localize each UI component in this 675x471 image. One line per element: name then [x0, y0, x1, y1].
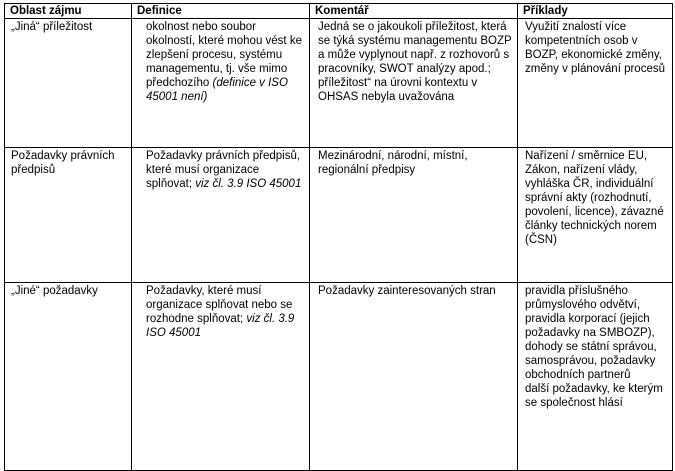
- definition-text: okolnost nebo soubor okolností, které mohou vést ke zlepšení procesu, systému managementu, tj. vše mimo předchozího: [146, 21, 302, 89]
- cell-definition: [132, 19, 310, 148]
- cell-comment: Požadavky zainteresovaných stran: [310, 283, 518, 471]
- header-area: Oblast zájmu: [5, 4, 132, 19]
- definition-note: viz čl. 3.9 ISO 45001: [146, 313, 295, 339]
- example-item: další požadavky, ke kterým se společnost hlásí: [525, 383, 663, 409]
- table-row: [5, 19, 673, 148]
- requirements-table: [4, 3, 673, 471]
- example-item: pravidla korporací (jejich požadavky na SMBOZP), dohody se státní správou, samosprávou, požadavky obchodních partnerů: [525, 313, 657, 381]
- cell-comment: Jedná se o jakoukoli příležitost, která se týká systému managementu BOZP a může vyplynout např. z rozhovorů s pracovníky, SWOT analýzy apod.; příležitost“ na úrovni kontextu v OHSAS nebyla uvažována: [310, 19, 518, 148]
- cell-examples: [518, 19, 673, 148]
- header-definition: Definice: [132, 4, 310, 19]
- header-row: [5, 4, 673, 19]
- cell-definition: [132, 283, 310, 471]
- example-item: Nařízení / směrnice EU, Zákon, nařízení vlády, vyhláška ČR, individuální správní akty (rozhodnutí, povolení, licence), závazné články technických norem (ČSN): [525, 150, 664, 246]
- cell-examples: [518, 148, 673, 283]
- cell-area: „Jiné“ požadavky: [5, 283, 132, 471]
- cell-definition: [132, 148, 310, 283]
- definition-note: viz čl. 3.9 ISO 45001: [195, 178, 302, 190]
- table-row: [5, 283, 673, 471]
- cell-area: „Jiná“ příležitost: [5, 19, 132, 148]
- definition-text: Požadavky, které musí organizace splňovat nebo se rozhodne splňovat;: [146, 285, 293, 325]
- example-item: pravidla příslušného průmyslového odvětví,: [525, 285, 641, 311]
- cell-comment: Mezinárodní, národní, místní, regionální předpisy: [310, 148, 518, 283]
- header-examples: Příklady: [518, 4, 673, 19]
- header-comment: Komentář: [310, 4, 518, 19]
- cell-examples: [518, 283, 673, 471]
- definition-note: (definice v ISO 45001 není): [146, 77, 288, 103]
- cell-area: Požadavky právních předpisů: [5, 148, 132, 283]
- example-item: Využití znalostí více kompetentních osob v BOZP, ekonomické změny, změny v plánování procesů: [525, 21, 665, 75]
- table-row: [5, 148, 673, 283]
- definition-text: Požadavky právních předpisů, které musí organizace splňovat;: [146, 150, 301, 190]
